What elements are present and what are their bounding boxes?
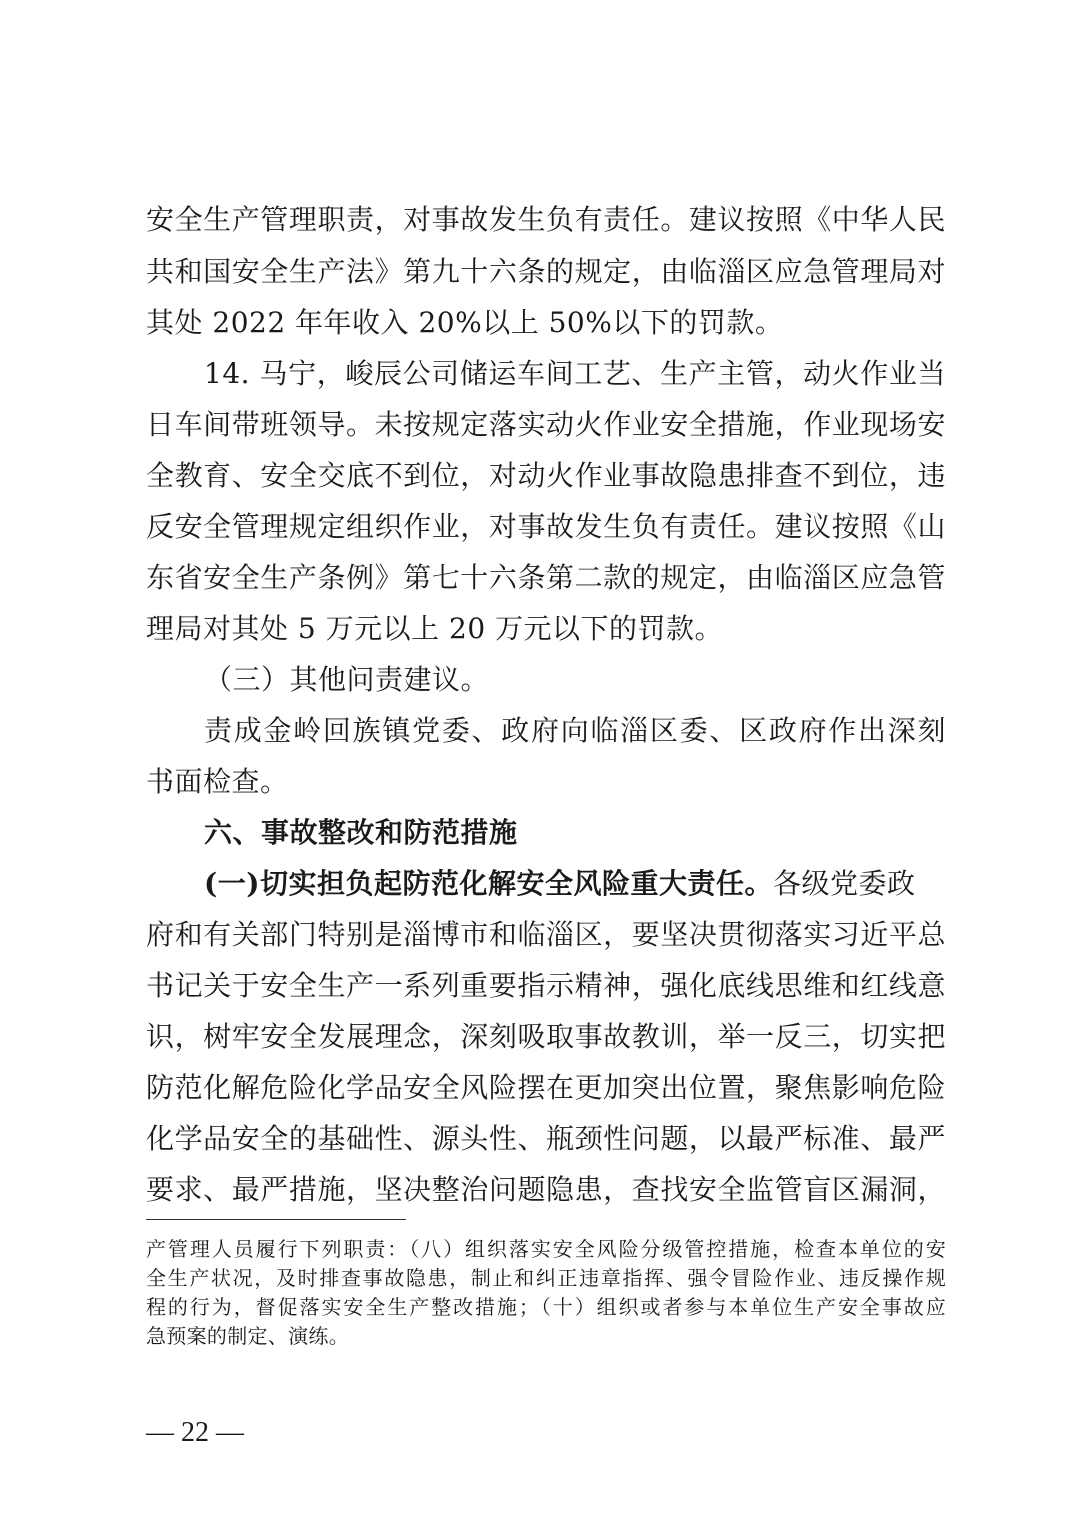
body-line: 反安全管理规定组织作业，对事故发生负有责任。建议按照《山	[146, 510, 946, 543]
subsection-text: 各级党委政	[773, 867, 916, 900]
body-line: 其处 2022 年年收入 20%以上 50%以下的罚款。	[146, 306, 784, 339]
body-line: 书面检查。	[146, 765, 289, 798]
footnote-line: 急预案的制定、演练。	[146, 1324, 349, 1348]
body-line: 14. 马宁，峻辰公司储运车间工艺、生产主管，动火作业当	[204, 357, 946, 390]
footnote-line: 全生产状况，及时排查事故隐患，制止和纠正违章指挥、强令冒险作业、违反操作规	[146, 1266, 946, 1290]
footnote-line: 程的行为，督促落实安全生产整改措施；（十）组织或者参与本单位生产安全事故应	[146, 1295, 946, 1319]
body-line: 化学品安全的基础性、源头性、瓶颈性问题，以最严标准、最严	[146, 1122, 946, 1155]
body-line: 共和国安全生产法》第九十六条的规定，由临淄区应急管理局对	[146, 255, 946, 288]
page-number: — 22 —	[146, 1417, 244, 1448]
body-line: 责成金岭回族镇党委、政府向临淄区委、区政府作出深刻	[204, 714, 946, 747]
body-line: 府和有关部门特别是淄博市和临淄区，要坚决贯彻落实习近平总	[146, 918, 946, 951]
body-line: 日车间带班领导。未按规定落实动火作业安全措施，作业现场安	[146, 408, 946, 441]
body-line	[204, 867, 946, 901]
subsection-lead: (一)切实担负起防范化解安全风险重大责任。	[204, 867, 773, 900]
subsection-title: （三）其他问责建议。	[204, 663, 490, 696]
body-line: 防范化解危险化学品安全风险摆在更加突出位置，聚焦影响危险	[146, 1071, 946, 1104]
body-line: 要求、最严措施，坚决整治问题隐患，查找安全监管盲区漏洞，	[146, 1173, 946, 1206]
body-line: 识，树牢安全发展理念，深刻吸取事故教训，举一反三，切实把	[146, 1020, 946, 1053]
body-line: 全教育、安全交底不到位，对动火作业事故隐患排查不到位，违	[146, 459, 946, 492]
section-heading: 六、事故整改和防范措施	[204, 816, 518, 849]
body-line: 书记关于安全生产一系列重要指示精神，强化底线思维和红线意	[146, 969, 946, 1002]
footnote-line: 产管理人员履行下列职责：（八）组织落实安全风险分级管控措施，检查本单位的安	[146, 1237, 946, 1261]
body-line: 理局对其处 5 万元以上 20 万元以下的罚款。	[146, 612, 724, 645]
footnote-separator	[146, 1219, 406, 1220]
body-line: 安全生产管理职责，对事故发生负有责任。建议按照《中华人民	[146, 203, 946, 236]
body-line: 东省安全生产条例》第七十六条第二款的规定，由临淄区应急管	[146, 561, 946, 594]
